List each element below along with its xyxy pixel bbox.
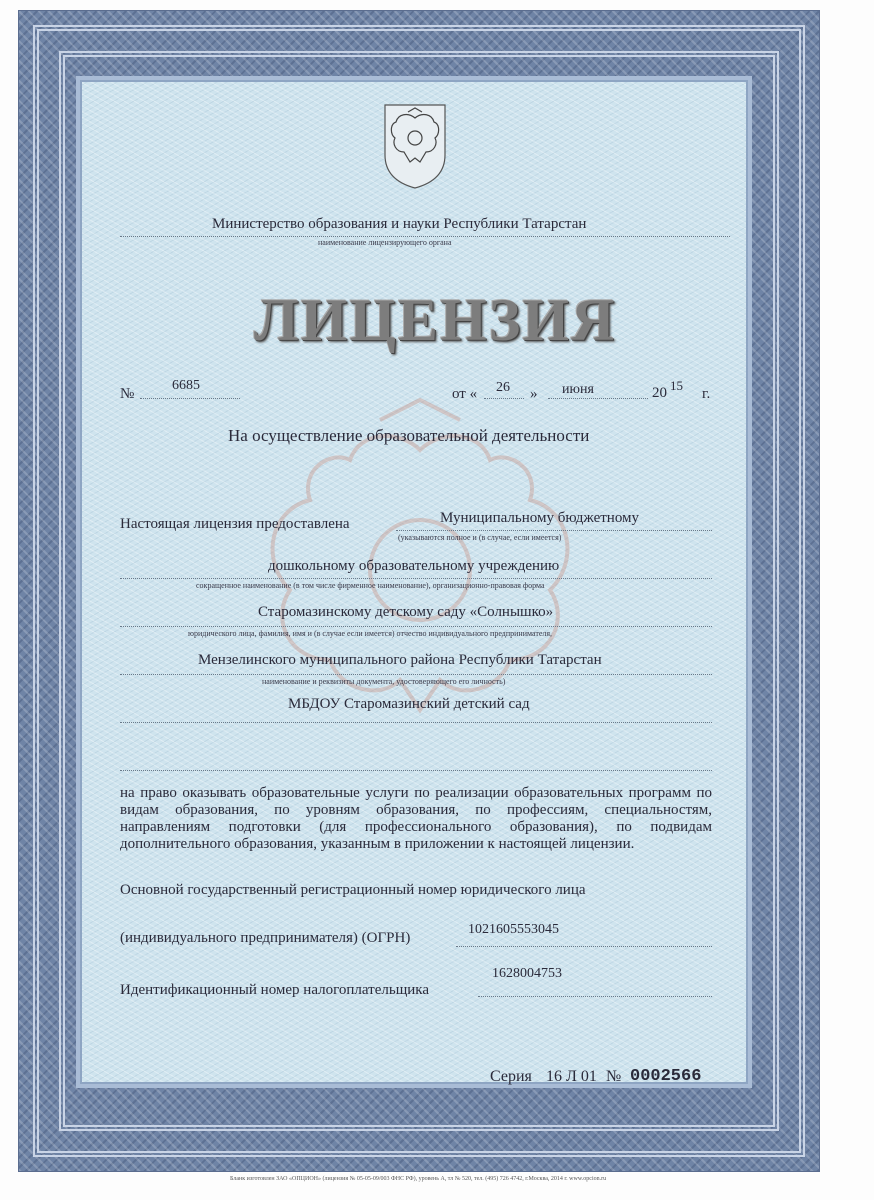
license-purpose: На осуществление образовательной деятельности	[228, 426, 590, 445]
ogrn-value: 1021605553045	[468, 922, 559, 937]
license-year-suffix: 15	[670, 378, 683, 393]
rights-text: на право оказывать образовательные услуги по реализации образовательных программ по видам образования, по уровням образования, по профессиям, специальностям, направлениям подготовки (для профессионального образования), по подвидам дополнительного образования, указанным в приложении к настоящей лицензии.	[120, 785, 712, 852]
license-day-close: »	[530, 386, 538, 402]
grant-label: Настоящая лицензия предоставлена	[120, 516, 350, 532]
license-year-unit: г.	[702, 386, 711, 402]
licensee-line-2: дошкольному образовательному учреждению	[268, 558, 560, 574]
series-number-sign: №	[606, 1068, 622, 1085]
license-date-prefix: от «	[452, 386, 478, 402]
licensee-caption-2: сокращенное наименование (в том числе фирменное наименование), организационно-правовая форма	[196, 581, 545, 590]
licensing-authority-caption: наименование лицензирующего органа	[318, 238, 452, 247]
coat-of-arms-watermark-icon	[230, 390, 610, 770]
inn-label: Идентификационный номер налогоплательщика	[120, 982, 430, 998]
licensee-caption-4: наименование и реквизиты документа, удостоверяющего его личность)	[262, 677, 506, 686]
licensee-caption-3: юридического лица, фамилия, имя и (в случае если имеется) отчество индивидуального предпринимателя,	[188, 629, 553, 638]
inn-value: 1628004753	[492, 966, 562, 981]
license-year-prefix: 20	[652, 385, 667, 401]
document-title: ЛИЦЕНЗИЯ	[254, 287, 617, 353]
coat-of-arms-emblem-icon	[380, 100, 450, 190]
licensee-line-3: Старомазинскому детскому саду «Солнышко»	[258, 604, 554, 620]
series-value: 16 Л 01	[546, 1068, 597, 1085]
licensing-authority: Министерство образования и науки Республики Татарстан	[212, 216, 587, 232]
licensee-line-1: Муниципальному бюджетному	[440, 510, 640, 526]
license-month: июня	[562, 382, 594, 397]
licensee-line-4: Мензелинского муниципального района Республики Татарстан	[198, 652, 602, 668]
ogrn-label-1: Основной государственный регистрационный номер юридического лица	[120, 882, 586, 898]
series-label: Серия	[490, 1068, 532, 1085]
license-number-sign: №	[120, 386, 135, 402]
licensee-line-5: МБДОУ Старомазинский детский сад	[288, 696, 530, 712]
licensee-caption-1: (указываются полное и (в случае, если имеется)	[398, 533, 562, 542]
printer-footer: Бланк изготовлен ЗАО «ОПЦИОН» (лицензия № 05-05-09/003 ФНС РФ), уровень А, тл № 520, тел. (495) 726 4742, г.Москва, 2014 г. www.opcion.ru	[230, 1176, 607, 1182]
license-day: 26	[496, 380, 510, 395]
ogrn-label-2: (индивидуального предпринимателя) (ОГРН)	[120, 930, 411, 946]
series-number: 0002566	[630, 1067, 702, 1086]
license-number: 6685	[172, 378, 200, 393]
